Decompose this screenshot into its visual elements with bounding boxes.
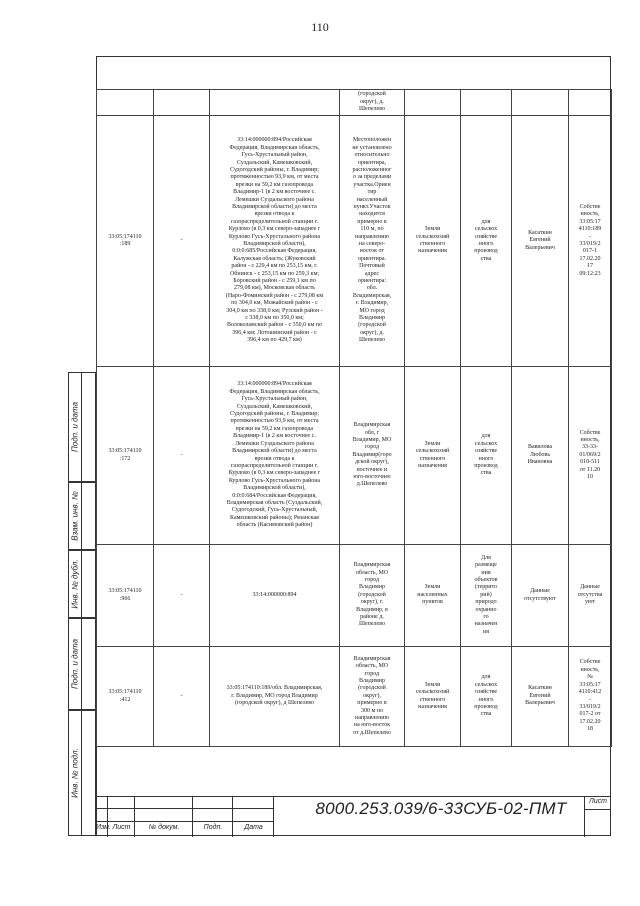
cell-location: Владимирская обл, г Владимир, МО город Владимир(горо дской округ), восточнее и юго-восточнее д.Шепелево <box>340 367 405 545</box>
table-row <box>97 647 612 747</box>
table-row <box>97 545 612 647</box>
side-stamp-label: Инв. № дубл. <box>70 559 80 609</box>
cell-description: 33:14:000000:894 <box>210 545 340 647</box>
cell-rights: Собстве нность, 33-33- 01/069/2 010-511 от 11.20 10 <box>569 367 612 545</box>
cell-description: 33:05:174110:189/обл. Владимирская, г. Владимир, МО город Владимир (городской округ), д Шепелево <box>210 647 340 747</box>
sheet-label: Лист <box>585 798 611 810</box>
title-block <box>96 796 611 837</box>
cell-prev: - <box>154 545 210 647</box>
cell-category: Земли населенных пунктов <box>405 545 461 647</box>
side-stamp-vzam-inv <box>68 482 96 550</box>
cell-owner: Касаткин Евгений Валерьевич <box>512 116 569 367</box>
cell-location: Владимирская область, МО город Владимир (городской округ), примерно в 300 м по направлению на юго-восток от д.Шепелево <box>340 647 405 747</box>
table-row <box>97 90 612 116</box>
cell-location: (городской округ), д. Шепелево <box>340 90 405 116</box>
side-stamp-label: Подп. и дата <box>70 401 80 453</box>
side-stamp-label: Инв. № подл. <box>70 748 80 798</box>
cell-cadastral: 33:05:174110 :189 <box>97 116 154 367</box>
side-stamp-label: Взам. инв. № <box>70 491 80 541</box>
cell-use: Для размеще ния объектов (террито рий) природо охранно го назначен ия <box>461 545 512 647</box>
data-label: Дата <box>244 824 263 831</box>
cell-use: для сельскох озяйстве нного производ ства <box>461 647 512 747</box>
cell-category: Земли сельскохозяй ственного назначения <box>405 116 461 367</box>
cell-owner: Данные отсутствуют <box>512 545 569 647</box>
cell-rights: Данные отсутства уют <box>569 545 612 647</box>
cell-location: Местоположен ие установлено относительно ориентира, расположенног о за пределами участка.Ориен тир населенный пункт.Участок находится примерно в 110 м, по направлению на северо- восток от ориентира. Почтовый адрес ориентира: обл. Владимирская, г. Владимир, МО город Владимир (городской округ), д. Шепелево <box>340 116 405 367</box>
cell-category <box>405 90 461 116</box>
cell-use: для сельскох озяйстве нного производ ства <box>461 116 512 367</box>
cell-prev: - <box>154 116 210 367</box>
register-table <box>96 89 612 747</box>
cell-owner: Вавилова Любовь Ивановна <box>512 367 569 545</box>
side-stamp-podp-data-1 <box>68 372 96 482</box>
table-row <box>97 116 612 367</box>
document-code: 8000.253.039/6-33СУБ-02-ПМТ <box>315 799 567 818</box>
n-dokum-label: № докум. <box>148 824 180 831</box>
page-number: 110 <box>311 20 329 34</box>
side-stamp-inv-podl <box>68 710 96 836</box>
cell-cadastral: 33:05:174110 :966 <box>97 545 154 647</box>
table-row <box>97 367 612 545</box>
side-stamp-inv-dubl <box>68 550 96 618</box>
cell-category: Земли сельскохозяй ственного назначения <box>405 367 461 545</box>
side-stamp-label: Подп. и дата <box>70 638 80 690</box>
cell-prev: - <box>154 647 210 747</box>
cell-cadastral <box>97 90 154 116</box>
cell-cadastral: 33:05:174110 :412 <box>97 647 154 747</box>
cell-location: Владимирская область, МО город Владимир (городской округ), г. Владимир, в районе д. Шепелево <box>340 545 405 647</box>
cell-owner <box>512 90 569 116</box>
cell-owner: Касаткин Евгений Валерьевич <box>512 647 569 747</box>
cell-cadastral: 33:05:174110 :172 <box>97 367 154 545</box>
cell-rights: Собстве нность, № 33:05:17 4110:412 - 33/019/2 017-2 от 17.02.20 18 <box>569 647 612 747</box>
cell-description: 33:14:000000:894/Российская Федерация, Владимирская область, Гусь-Хрустальный район, Суздальский, Камешковский, Судогодский районы, г. Владимир; протяженностью 93,9 км, от места врезки на 59,2 км газопровода Владимир-1 (в 2 км восточнее с. Лемешки Суздальского района Владимирской области) до места врезки отвода к газораспределительной станции г. Курлово (в 0,3 км северо-западнее г Курлово Гусь-Хрустального района Владимирской области), 0:0:0:684/Российская Федерация, Владимирская область (Суздальский, Судогодский, Гусь-Хрустальный, Камешковский районы); Рязанская область (Касимовский район) <box>210 367 340 545</box>
sheet-box <box>584 797 611 837</box>
cell-description: 33:14:000000:894/Российская Федерация, Владимирская область, Гусь-Хрустальный район, Суздальский, Камешковский, Судогодский районы, г. Владимир; протяженностью 93,9 км, от места врезки на 59,2 км газопровода Владимир-1 (в 2 км восточнее с. Лемешки Суздальского района Владимирской области) до места врезки отвода к газораспределительной станции г. Курлово (в 0,3 км северо-западнее г Курлово Гусь-Хрустального района Владимирской области), 0:0:0:685/Российская Федерация, Калужская область; (Жуковский район - с 229,4 км по 253,15 км, г. Обнинск - с 253,15 км по 259,3 км; Боровский район - с 259,1 км по 279,08 км), Московская область (Наро-Фоминский район - с 279,08 км по 304,0 км, Можайский район - с 304,0 км по 338,0 км; Рузский район - с 338,0 км по 350,0 км; Волоколамский район - с 350,0 км по 396,4 км; Лотошинский район - с 396,4 км по 429,7 км) <box>210 116 340 367</box>
cell-rights <box>569 90 612 116</box>
cell-prev <box>154 90 210 116</box>
cell-use <box>461 90 512 116</box>
cell-prev: - <box>154 367 210 545</box>
cell-description <box>210 90 340 116</box>
cell-rights: Собстве нность, 33:05:17 4110:189 - 33/019/2 017-1 17.02.20 17 09:12:23 <box>569 116 612 367</box>
list-label: Лист <box>112 824 131 831</box>
cell-category: Земли сельскохозяй ственного назначения <box>405 647 461 747</box>
podp-label: Подп. <box>203 824 223 831</box>
cell-use: для сельскох озяйстве нного производ ства <box>461 367 512 545</box>
side-stamp-podp-data-2 <box>68 618 96 710</box>
izm-label: Изм. <box>96 824 111 831</box>
